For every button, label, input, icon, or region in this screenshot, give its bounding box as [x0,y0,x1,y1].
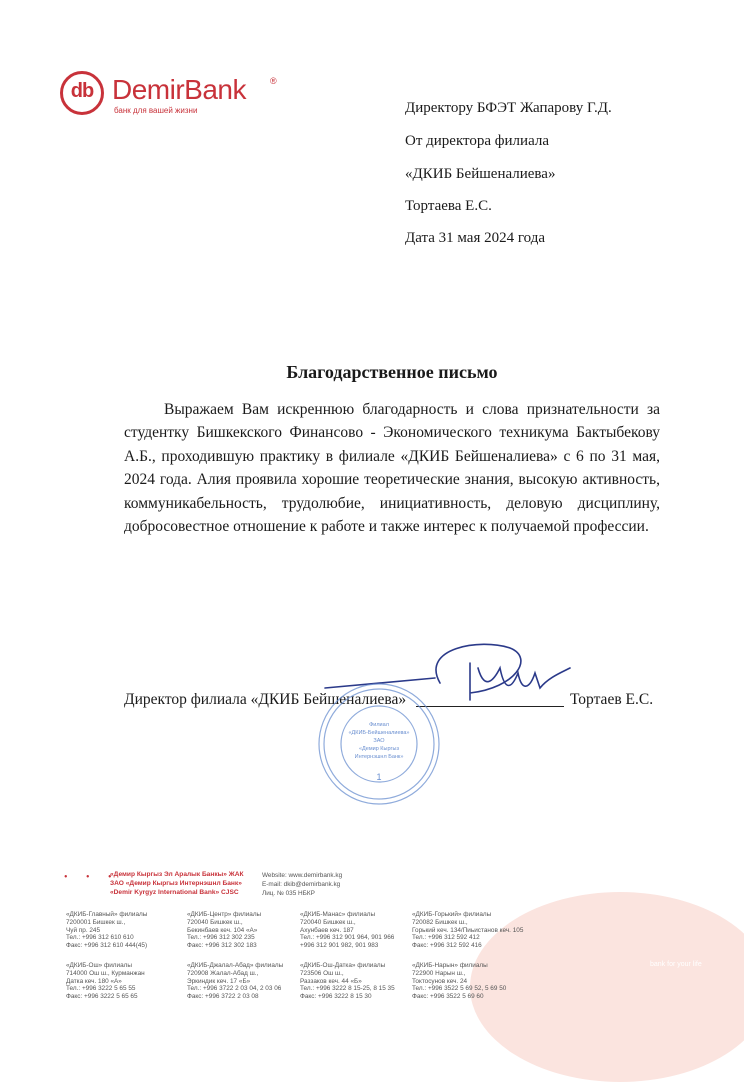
signatory-title: Директор филиала «ДКИБ Бейшеналиева» [124,691,407,708]
branch-line: Бекинбаев кеч. 104 «А» [187,926,258,934]
footer-legal-names [110,870,244,897]
branch-line: Тел.: +996 3722 2 03 04, 2 03 06 [187,985,282,993]
branch-line: «ДКИБ-Главный» филиалы [66,911,148,918]
branch-line: Тел.: +996 312 302 235 [187,934,255,942]
branch-line: Горький кеч. 134/Пиьистанов кеч. 105 [412,926,524,934]
branch-line: Тел.: +996 312 592 412 [412,934,480,942]
branch-block [187,911,261,950]
stamp-number: 1 [376,772,382,782]
addressee-line: От директора филиала [405,133,550,149]
branch-line: Факс: +996 312 302 183 [187,942,257,950]
branch-line: 720082 Бишкек ш., [412,918,468,926]
letter-title: Благодарственное письмо [286,362,498,382]
branch-line: Факс: +996 312 610 444(45) [66,942,148,950]
branch-line: Ахунбаев кеч. 187 [300,926,354,934]
branch-block [187,962,283,1001]
footer-contacts [262,871,342,898]
branch-block [300,962,395,1001]
addressee-line: «ДКИБ Бейшеналиева» [405,166,556,182]
footer-email: E-mail: dkib@demirbank.kg [262,881,341,888]
letter-date: Дата 31 мая 2024 года [405,230,545,246]
registered-mark: ® [270,76,277,86]
footer-license: Лиц. № 035 НБКР [262,890,315,897]
branch-line: «ДКИБ-Центр» филиалы [187,911,262,918]
branch-line: Раззаков кеч. 44 «Б» [300,977,362,985]
branch-line: 720908 Жалал-Абад ш., [187,969,259,977]
signatory-name: Тортаев Е.С. [570,691,654,708]
branch-line: Тел.: +996 3222 8 15-25, 8 15 35 [300,985,395,993]
branch-line: «ДКИБ-Манас» филиалы [300,911,376,918]
bank-logo-name: DemirBank [112,74,246,105]
branch-block [66,911,147,950]
branch-line: 722900 Нарын ш., [412,969,466,977]
branch-line: 720040 Бишкек ш., [300,918,356,926]
branch-line: 723506 Ош ш., [300,969,344,977]
branch-line: «ДКИБ-Нарын» филиалы [412,962,488,969]
svg-text:Интернэшнл Банк»: Интернэшнл Банк» [354,754,404,760]
footer-slogan: bank for your life [650,961,702,968]
branch-line: «ДКИБ-Горький» филиалы [412,911,492,918]
letter-body [124,398,660,538]
branch-line: Тел.: +996 312 610 610 [66,934,134,942]
branch-line: Факс: +996 3222 5 65 65 [66,993,138,1001]
branch-line: Датка кеч. 180 «А» [66,977,122,985]
branch-line: Тел.: +996 3522 5 69 52, 5 69 50 [412,985,507,993]
addressee-line: Тортаева Е.С. [405,198,492,214]
legal-name-ru: ЗАО «Демир Кыргыз Интернэшнл Банк» [110,880,242,887]
svg-text:«ДКИБ-Бейшеналиева»: «ДКИБ-Бейшеналиева» [348,730,410,736]
svg-text:ЗАО: ЗАО [373,738,385,744]
branch-line: Факс: +996 3522 5 69 60 [412,993,484,1001]
branch-block [300,911,394,950]
branch-line: Факс: +996 3722 2 03 08 [187,993,259,1001]
footer-website: Website: www.demirbank.kg [262,872,343,879]
branch-line: Эркиндик кеч. 17 «Б» [187,977,251,985]
addressee-line: Директору БФЭТ Жапарову Г.Д. [405,100,612,116]
branch-line: «ДКИБ-Джалал-Абад» филиалы [187,962,284,969]
footer-dots: • • • [64,872,120,883]
branch-line: Чуй пр. 245 [66,926,101,934]
branch-line: Тел.: +996 312 901 964, 901 966 [300,934,395,942]
branch-line: Факс: +996 312 592 416 [412,942,482,950]
letter-paragraph: Выражаем Вам искреннюю благодарность и слова признательности за студентку Бишкекского Финансово - Экономического техникума Бактыбекову А.Б., проходившую практику в филиале «ДКИБ Бейшеналиева» с 6 по 31 мая, 2024 года. Алия проявила хорошие теоретические знания, высокую активность, коммуникабельность, трудолюбие, инициативность, деловую дисциплину, добросовестное отношение к работе и также интерес к получаемой профессии. [124,401,660,536]
branch-line: 7200001 Бишкек ш., [66,918,126,926]
svg-text:«Демир Кыргыз: «Демир Кыргыз [359,746,399,752]
branch-line: Токтосунов кеч. 24 [412,977,468,985]
branch-line: 714000 Ош ш., Курманжан [66,969,145,977]
branch-line: 720040 Бишкек ш., [187,918,243,926]
branch-block [412,962,506,1001]
branch-block [412,911,523,950]
branch-line: Факс: +996 3222 8 15 30 [300,993,372,1001]
branch-line: Тел.: +996 3222 5 65 55 [66,985,136,993]
legal-name-en: «Demir Kyrgyz International Bank» CJSC [110,889,239,896]
svg-text:Филиал: Филиал [369,722,389,728]
logo-tagline: банк для вашей жизни [114,106,198,115]
branch-line: +996 312 901 982, 901 983 [300,942,379,950]
logo-mark: db [70,80,94,102]
legal-name-kg: «Демир Кыргыз Эл Аралык Банкы» ЖАК [110,871,244,878]
bank-stamp [303,678,455,808]
branch-line: «ДКИБ-Ош-Датка» филиалы [300,962,386,969]
branch-block [66,962,145,1001]
branch-line: «ДКИБ-Ош» филиалы [66,962,132,969]
